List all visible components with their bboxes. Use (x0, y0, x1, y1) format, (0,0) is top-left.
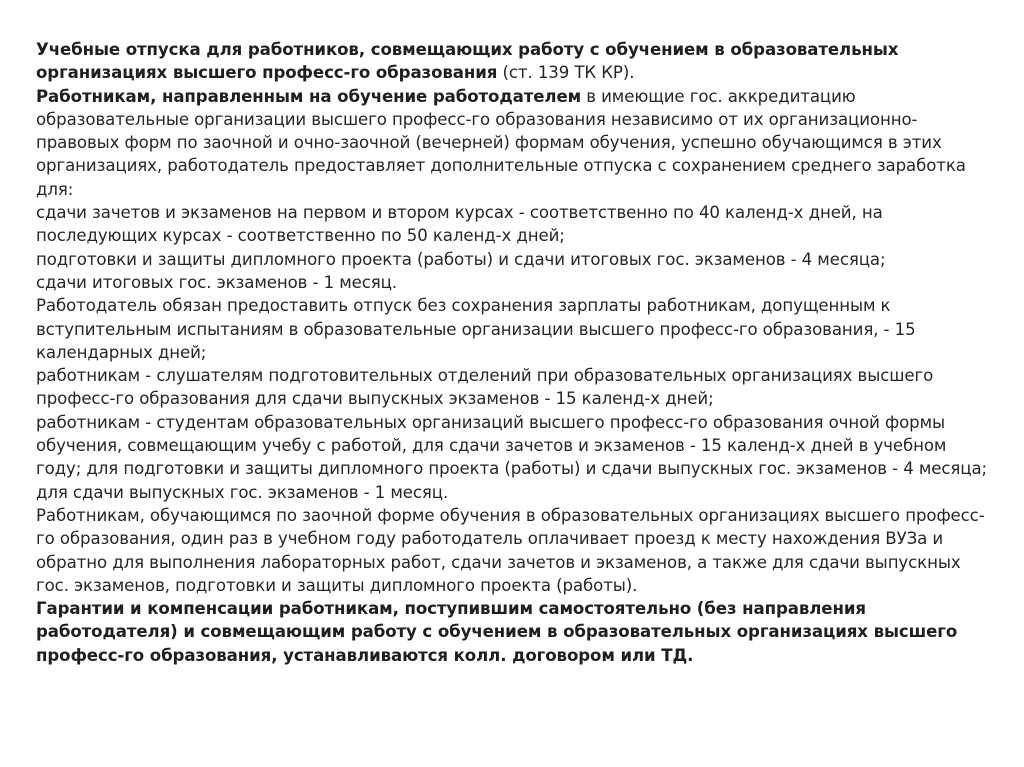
text-run: Работодатель обязан предоставить отпуск без сохранения зарплаты работникам, допущенным к вступительным испытаниям в образовательные организации высшего професс-го образования, - 15 календарных дней; (36, 296, 916, 362)
paragraph (36, 201, 988, 248)
paragraph (36, 364, 988, 411)
text-run: работникам - студентам образовательных организаций высшего професс-го образования очной формы обучения, совмещающим учебу с работой, для сдачи зачетов и экзаменов - 15 календ-х дней в учебном году; для подготовки и защиты дипломного проекта (работы) и сдачи выпускных гос. экзаменов - 4 месяца; для сдачи выпускных гос. экзаменов - 1 месяц. (36, 412, 988, 502)
text-run: сдачи зачетов и экзаменов на первом и втором курсах - соответственно по 40 календ-х дней, на последующих курсах - соответственно по 50 календ-х дней; (36, 203, 883, 246)
paragraph (36, 85, 988, 201)
text-run: (ст. 139 ТК КР). (497, 63, 635, 83)
paragraph (36, 271, 988, 294)
paragraph (36, 411, 988, 504)
paragraph (36, 248, 988, 271)
bold-text-run: Учебные отпуска для работников, совмещающих работу с обучением в образовательных организациях высшего професс-го образования (36, 40, 899, 83)
text-run: подготовки и защиты дипломного проекта (работы) и сдачи итоговых гос. экзаменов - 4 месяца; (36, 249, 886, 269)
paragraph (36, 38, 988, 85)
paragraph (36, 597, 988, 667)
text-run: сдачи итоговых гос. экзаменов - 1 месяц. (36, 272, 398, 292)
text-run: в имеющие гос. аккредитацию образовательные организации высшего професс-го образования независимо от их организационно-правовых форм по заочной и очно-заочной (вечерней) формам обучения, успешно обучающимся в этих организациях, работодатель предоставляет дополнительные отпуска с сохранением среднего заработка для: (36, 86, 966, 199)
paragraph (36, 294, 988, 364)
paragraph (36, 504, 988, 597)
bold-text-run: Гарантии и компенсации работникам, поступившим самостоятельно (без направления работодателя) и совмещающим работу с обучением в образовательных организациях высшего професс-го образования, устанавливаются колл. договором или ТД. (36, 599, 958, 665)
text-run: Работникам, обучающимся по заочной форме обучения в образовательных организациях высшего професс-го образования, один раз в учебном году работодатель оплачивает проезд к месту нахождения ВУЗа и обратно для выполнения лабораторных работ, сдачи зачетов и экзаменов, а также для сдачи выпускных гос. экзаменов, подготовки и защиты дипломного проекта (работы). (36, 505, 985, 595)
document-body (36, 38, 988, 667)
text-run: работникам - слушателям подготовительных отделений при образовательных организациях высшего професс-го образования для сдачи выпускных экзаменов - 15 календ-х дней; (36, 366, 934, 409)
bold-text-run: Работникам, направленным на обучение работодателем (36, 86, 582, 106)
